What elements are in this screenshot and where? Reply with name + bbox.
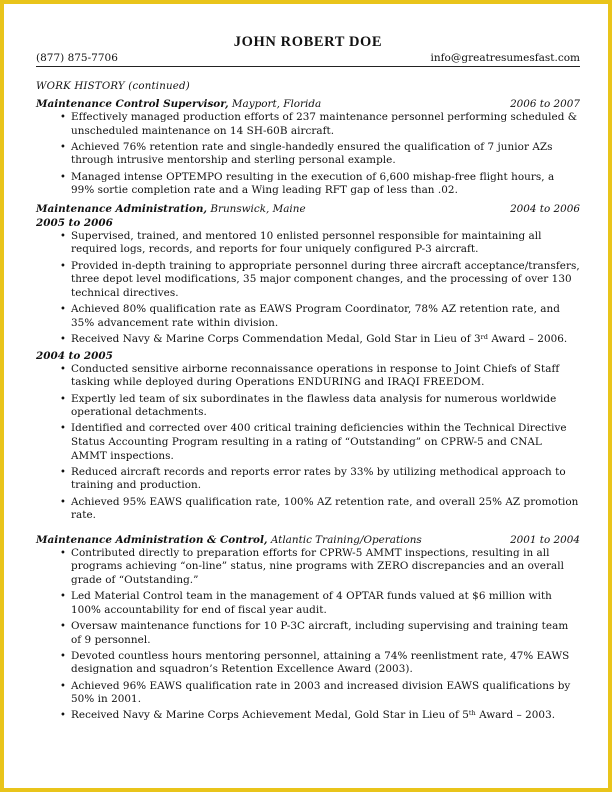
list-item: • Effectively managed production efforts of 237 maintenance personnel performing scheduled & unscheduled maintenance on 14 SH-60B aircraft.	[60, 111, 578, 137]
list-item: • Devoted countless hours mentoring personnel, attaining a 74% reenlistment rate, 47% EAWS designation and squadron’s Retention Excellence Award (2003).	[60, 649, 570, 676]
list-item: • Reduced aircraft records and reports error rates by 33% by utilizing methodical approach to training and production.	[60, 465, 566, 492]
bullet-list	[36, 363, 580, 523]
list-item: • Supervised, trained, and mentored 10 enlisted personnel responsible for maintaining all required logs, records, and reports for four uniquely configured P-3 aircraft.	[60, 229, 542, 256]
email-address[interactable]: info@greatresumesfast.com	[430, 52, 580, 64]
job-title: Maintenance Administration & Control,	[36, 533, 268, 546]
bullet-icon: •	[60, 141, 66, 153]
job-location: Mayport, Florida	[231, 98, 322, 110]
period-label: 2005 to 2006	[36, 216, 113, 229]
contact-line	[36, 52, 580, 67]
bullet-list	[36, 230, 580, 347]
bullet-icon: •	[60, 466, 66, 478]
list-item: • Expertly led team of six subordinates in the flawless data analysis for numerous worldwide operational detachments.	[60, 392, 557, 419]
job-dates: 2001 to 2004	[510, 533, 580, 546]
list-item: • Managed intense OPTEMPO resulting in the execution of 6,600 mishap-free flight hours, a 99% sortie completion rate and a Wing leading RFT gap of less than .02.	[60, 170, 555, 197]
bullet-icon: •	[60, 680, 66, 692]
list-item: • Achieved 80% qualification rate as EAWS Program Coordinator, 78% AZ retention rate, and 35% advancement rate within division.	[60, 302, 560, 329]
bullet-icon: •	[60, 171, 66, 183]
resume-content	[36, 34, 580, 725]
bullet-icon: •	[60, 591, 66, 603]
bullet-icon: •	[60, 710, 66, 722]
bullet-icon: •	[60, 620, 66, 632]
job-heading	[36, 202, 580, 216]
list-item: • Led Material Control team in the management of 4 OPTAR funds valued at $6 million with 100% accountability for end of fiscal year audit.	[60, 590, 552, 616]
job-entry-3	[36, 533, 580, 723]
job-entry-2	[36, 202, 580, 523]
bullet-list	[36, 547, 580, 723]
list-item: • Oversaw maintenance functions for 10 P-3C aircraft, including supervising and training team of 9 personnel.	[60, 619, 569, 646]
bullet-icon: •	[60, 547, 66, 559]
list-item: • Achieved 96% EAWS qualification rate in 2003 and increased division EAWS qualifications by 50% in 2001.	[60, 679, 571, 706]
bullet-icon: •	[60, 230, 66, 242]
bullet-list	[36, 111, 580, 198]
job-dates: 2006 to 2007	[510, 98, 580, 110]
job-location: Atlantic Training/Operations	[270, 533, 422, 546]
bullet-icon: •	[60, 260, 66, 272]
bullet-icon: •	[60, 393, 66, 405]
job-title: Maintenance Control Supervisor,	[36, 98, 229, 110]
list-item: • Achieved 95% EAWS qualification rate, 100% AZ retention rate, and overall 25% AZ promotion rate.	[60, 495, 579, 522]
list-item: • Identified and corrected over 400 critical training deficiencies within the Technical Directive Status Accounting Program resulting in a rating of “Outstanding” on CPRW-5 and CNAL AMMT inspections.	[60, 422, 567, 462]
list-item: • Received Navy & Marine Corps Achievement Medal, Gold Star in Lieu of 5th Award – 2003.	[60, 709, 556, 722]
period-label: 2004 to 2005	[36, 349, 113, 362]
bullet-icon: •	[60, 650, 66, 662]
list-item: • Contributed directly to preparation efforts for CPRW-5 AMMT inspections, resulting in all programs achieving “on-line” status, nine programs with ZERO discrepancies and an overall grade of “Outstanding.”	[60, 546, 565, 586]
bullet-icon: •	[60, 363, 66, 375]
job-heading	[36, 97, 580, 111]
list-item: • Achieved 76% retention rate and single-handedly ensured the qualification of 7 junior AZs through intrusive mentorship and sterling personal example.	[60, 140, 553, 167]
bullet-icon: •	[60, 423, 66, 435]
job-title: Maintenance Administration,	[36, 202, 208, 215]
job-entry-1	[36, 97, 580, 198]
bullet-icon: •	[60, 112, 66, 123]
candidate-name: JOHN ROBERT DOE	[233, 34, 383, 50]
bullet-icon: •	[60, 303, 66, 315]
resume-page	[4, 4, 608, 788]
bullet-icon: •	[60, 333, 66, 345]
phone-number: (877) 875-7706	[36, 52, 118, 64]
job-location: Brunswick, Maine	[210, 202, 306, 215]
section-title: WORK HISTORY (continued)	[36, 81, 190, 92]
bullet-icon: •	[60, 496, 66, 508]
list-item: • Provided in-depth training to appropriate personnel during three aircraft acceptance/transfers, three depot level modifications, 35 major component changes, and the processing of over 130 technical directives.	[60, 259, 580, 299]
job-heading	[36, 533, 580, 547]
list-item: • Conducted sensitive airborne reconnaissance operations in response to Joint Chiefs of Staff tasking while deployed during Operations ENDURING and IRAQI FREEDOM.	[60, 362, 560, 389]
list-item: • Received Navy & Marine Corps Commendation Medal, Gold Star in Lieu of 3rd Award – 2006.	[60, 332, 568, 345]
job-dates: 2004 to 2006	[510, 202, 580, 215]
